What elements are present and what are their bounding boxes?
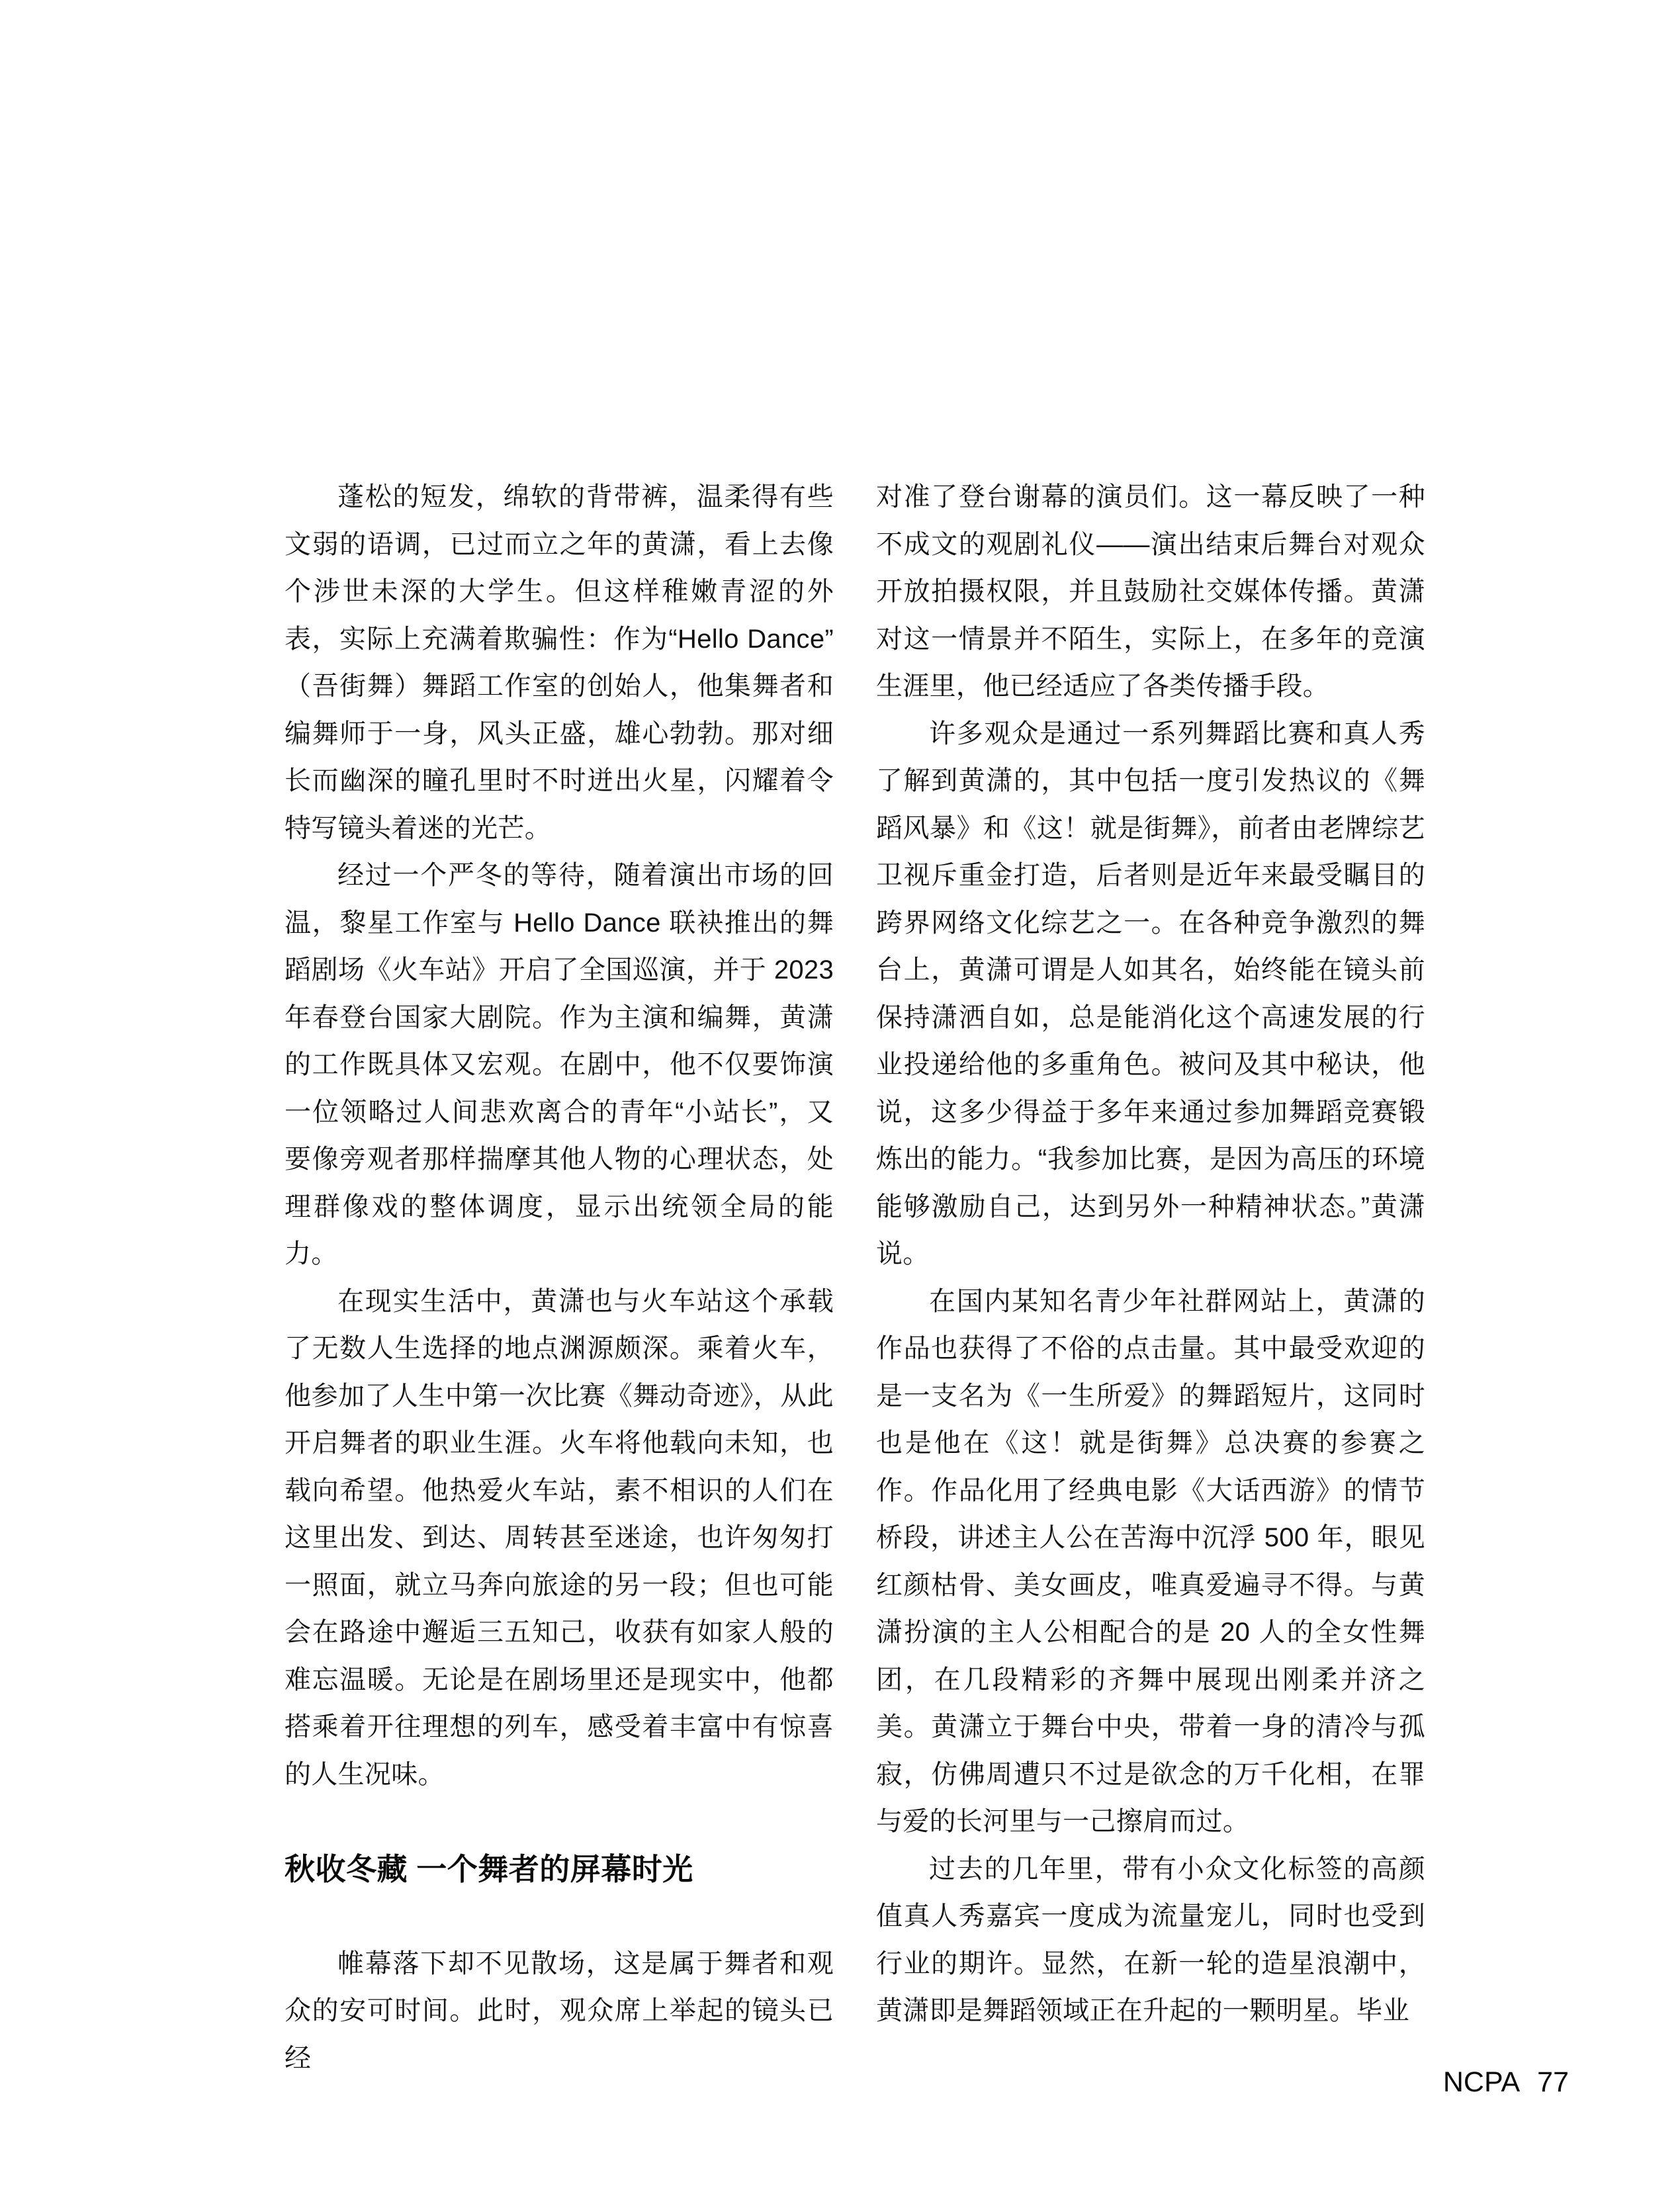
page-footer bbox=[1443, 2067, 1569, 2098]
paragraph: 蓬松的短发，绵软的背带裤，温柔得有些文弱的语调，已过而立之年的黄潇，看上去像个涉世未深的大学生。但这样稚嫩青涩的外表，实际上充满着欺骗性：作为“Hello Dance”（吾街舞）舞蹈工作室的创始人，他集舞者和编舞师于一身，风头正盛，雄心勃勃。那对细长而幽深的瞳孔里时不时迸出火星，闪耀着令特写镜头着迷的光芒。 bbox=[285, 482, 834, 843]
paragraph: 许多观众是通过一系列舞蹈比赛和真人秀了解到黄潇的，其中包括一度引发热议的《舞蹈风暴》和《这！就是街舞》，前者由老牌综艺卫视斥重金打造，后者则是近年来最受瞩目的跨界网络文化综艺之一。在各种竞争激烈的舞台上，黄潇可谓是人如其名，始终能在镜头前保持潇洒自如，总是能消化这个高速发展的行业投递给他的多重角色。被问及其中秘诀，他说，这多少得益于多年来通过参加舞蹈竞赛锻炼出的能力。“我参加比赛，是因为高压的环境能够激励自己，达到另外一种精神状态。”黄潇说。 bbox=[876, 719, 1425, 1268]
page-number: 77 bbox=[1537, 2066, 1569, 2098]
paragraph: 在现实生活中，黄潇也与火车站这个承载了无数人生选择的地点渊源颇深。乘着火车，他参加了人生中第一次比赛《舞动奇迹》，从此开启舞者的职业生涯。火车将他载向未知，也载向希望。他热爱火车站，素不相识的人们在这里出发、到达、周转甚至迷途，也许匆匆打一照面，就立马奔向旅途的另一段；但也可能会在路途中邂逅三五知己，收获有如家人般的难忘温暖。无论是在剧场里还是现实中，他都搭乘着开往理想的列车，感受着丰富中有惊喜的人生况味。 bbox=[285, 1286, 834, 1789]
section-heading: 秋收冬藏 一个舞者的屏幕时光 bbox=[285, 1851, 693, 1886]
column-right bbox=[876, 474, 1425, 2082]
column-left bbox=[285, 474, 834, 2082]
paragraph-continuation: 对准了登台谢幕的演员们。这一幕反映了一种不成文的观剧礼仪——演出结束后舞台对观众开放拍摄权限，并且鼓励社交媒体传播。黄潇对这一情景并不陌生，实际上，在多年的竞演生涯里，他已经适应了各类传播手段。 bbox=[876, 482, 1425, 701]
article-body bbox=[285, 474, 1425, 2082]
magazine-brand: NCPA bbox=[1442, 2066, 1521, 2098]
paragraph: 经过一个严冬的等待，随着演出市场的回温，黎星工作室与 Hello Dance 联袂推出的舞蹈剧场《火车站》开启了全国巡演，并于 2023 年春登台国家大剧院。作为主演和编舞，黄潇的工作既具体又宏观。在剧中，他不仅要饰演一位领略过人间悲欢离合的青年“小站长”，又要像旁观者那样揣摩其他人物的心理状态，处理群像戏的整体调度，显示出统领全局的能力。 bbox=[285, 861, 834, 1268]
paragraph: 在国内某知名青少年社群网站上，黄潇的作品也获得了不俗的点击量。其中最受欢迎的是一支名为《一生所爱》的舞蹈短片，这同时也是他在《这！就是街舞》总决赛的参赛之作。作品化用了经典电影《大话西游》的情节桥段，讲述主人公在苦海中沉浮 500 年，眼见红颜枯骨、美女画皮，唯真爱遍寻不得。与黄潇扮演的主人公相配合的是 20 人的全女性舞团，在几段精彩的齐舞中展现出刚柔并济之美。黄潇立于舞台中央，带着一身的清冷与孤寂，仿佛周遭只不过是欲念的万千化相，在罪与爱的长河里与一己擦肩而过。 bbox=[876, 1286, 1425, 1836]
paragraph: 帷幕落下却不见散场，这是属于舞者和观众的安可时间。此时，观众席上举起的镜头已经 bbox=[285, 1948, 834, 2073]
paragraph: 过去的几年里，带有小众文化标签的高颜值真人秀嘉宾一度成为流量宠儿，同时也受到行业的期许。显然，在新一轮的造星浪潮中，黄潇即是舞蹈领域正在升起的一颗明星。毕业 bbox=[876, 1854, 1425, 2025]
